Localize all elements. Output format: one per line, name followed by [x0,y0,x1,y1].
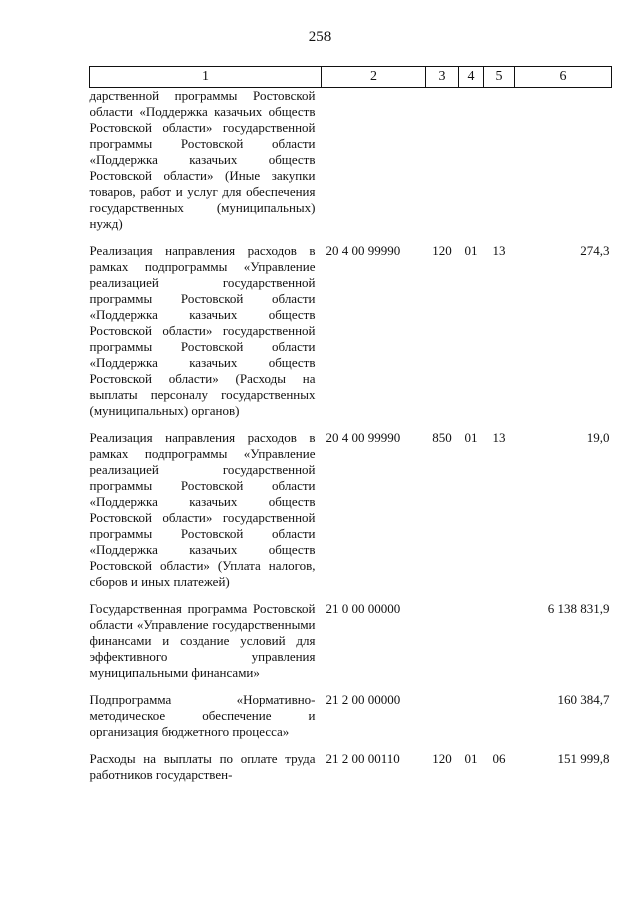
row-expense-type: 850 [432,430,452,445]
row-target-article: 21 2 00 00110 [325,751,400,766]
row-name: Подпрограмма «Нормативно-методическое обеспечение и организация бюджетного процесса» [89,692,316,739]
column-header-expense-type: 3 [426,67,459,88]
row-expense-type: 120 [432,243,452,258]
row-subsection: 13 [492,430,506,445]
table-row [90,692,612,751]
row-expense-type [426,601,459,692]
table-row [90,88,612,244]
row-subsection: 13 [492,243,506,258]
row-section [459,88,484,244]
row-target-article: 21 2 00 00000 [325,692,401,707]
row-name: Реализация направления расходов в рамках подпрограммы «Управление реализацией государственной программы Ростовской области «Поддержка казачьих обществ Ростовской области» государственной программы Ростовской области «Поддержка казачьих обществ Ростовской области» (Уплата налогов, сборов и иных платежей) [89,430,316,589]
row-amount: 160 384,7 [557,692,610,707]
column-header-subsection: 5 [484,67,515,88]
row-subsection [484,692,515,751]
row-section: 01 [464,243,478,258]
row-subsection: 06 [492,751,506,766]
budget-table [89,66,612,794]
table-row [90,601,612,692]
row-section: 01 [464,751,478,766]
row-expense-type [426,692,459,751]
column-header-section: 4 [459,67,484,88]
column-header-name: 1 [90,67,322,88]
column-header-amount: 6 [515,67,612,88]
row-target-article: 21 0 00 00000 [325,601,401,616]
row-target-article: 20 4 00 99990 [325,430,401,445]
row-subsection [484,601,515,692]
row-expense-type: 120 [432,751,452,766]
row-subsection [484,88,515,244]
row-amount: 151 999,8 [557,751,610,766]
row-name: Расходы на выплаты по оплате труда работников государствен- [89,751,316,782]
row-amount: 19,0 [586,430,610,445]
row-name: Государственная программа Ростовской области «Управление государственными финансами и создание условий для эффективного управления муниципальными финансами» [89,601,316,680]
row-expense-type [426,88,459,244]
row-name: дарственной программы Ростовской области «Поддержка казачьих обществ Ростовской области» государственной программы Ростовской области «Поддержка казачьих обществ Ростовской области» (Иные закупки товаров, работ и услуг для обеспечения государственных (муниципальных) нужд) [89,88,316,231]
page-number: 258 [308,29,332,45]
header-row [90,67,612,88]
table-row [90,430,612,601]
row-amount [515,88,612,244]
row-section: 01 [464,430,478,445]
table-row [90,243,612,430]
row-target-article [322,88,426,244]
row-target-article: 20 4 00 99990 [325,243,401,258]
row-amount: 6 138 831,9 [547,601,610,616]
row-section [459,601,484,692]
row-amount: 274,3 [580,243,610,258]
row-name: Реализация направления расходов в рамках подпрограммы «Управление реализацией государственной программы Ростовской области «Поддержка казачьих обществ Ростовской области» государственной программы Ростовской области «Поддержка казачьих обществ Ростовской области» (Расходы на выплаты персоналу государственных (муниципальных) органов) [89,243,316,418]
table-row [90,751,612,794]
row-section [459,692,484,751]
column-header-target-article: 2 [322,67,426,88]
